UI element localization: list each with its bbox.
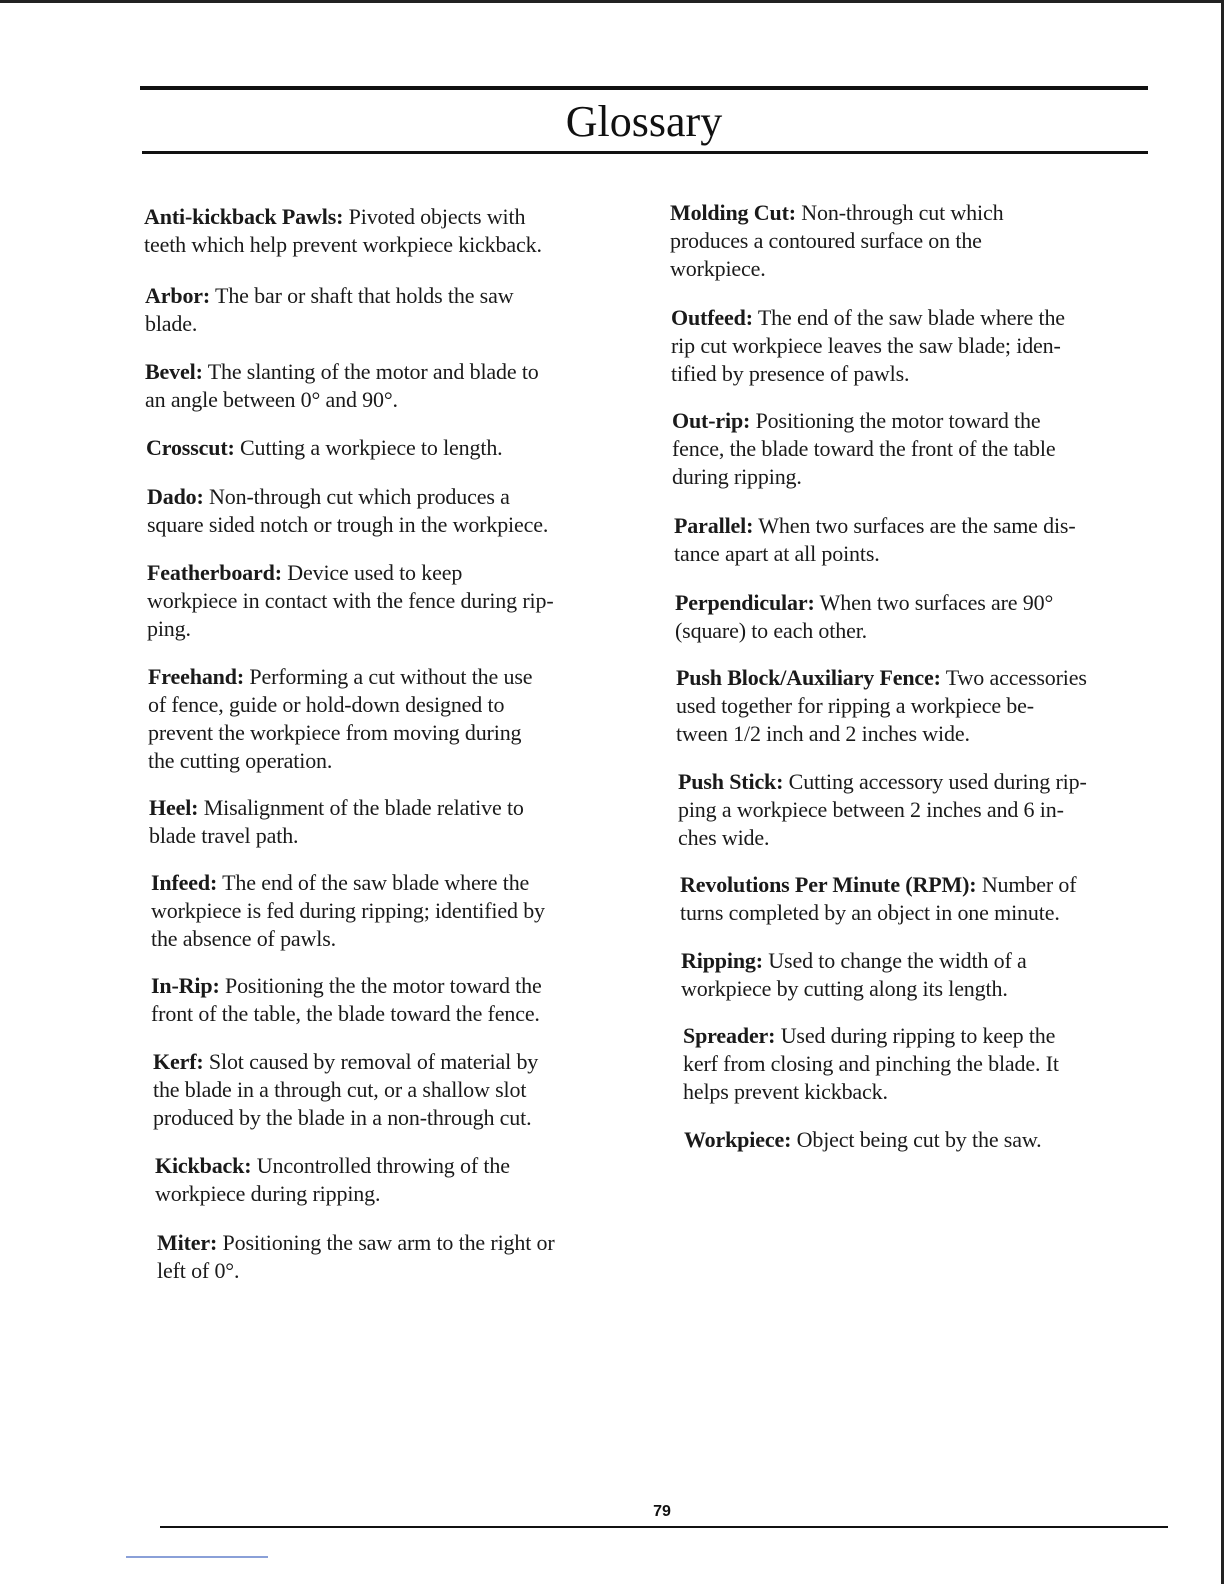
glossary-entry-push-block-auxiliary-fence: [676, 664, 1176, 748]
title-rule-top: [140, 86, 1148, 90]
glossary-entry-out-rip: [672, 407, 1172, 491]
glossary-definition: Positioning the saw arm to the right or left of 0°.: [157, 1230, 555, 1283]
glossary-term: Featherboard:: [147, 560, 282, 585]
glossary-definition: Uncontrolled throwing of the workpiece during ripping.: [155, 1153, 510, 1206]
glossary-definition: Performing a cut without the use of fence, guide or hold-down designed to prevent the workpiece from moving during the cutting operation.: [148, 664, 533, 773]
glossary-term: Push Stick:: [678, 769, 784, 794]
glossary-entry-kerf: [153, 1048, 653, 1132]
glossary-entry-freehand: [148, 663, 648, 775]
glossary-term: Parallel:: [674, 513, 754, 538]
glossary-entry-parallel: [674, 512, 1174, 568]
glossary-term: Spreader:: [683, 1023, 776, 1048]
glossary-entry-miter: [157, 1229, 657, 1285]
glossary-term: Out-rip:: [672, 408, 751, 433]
glossary-definition: Pivoted objects with teeth which help prevent workpiece kickback.: [144, 204, 542, 257]
page-number: 79: [653, 1503, 671, 1520]
glossary-entry-heel: [149, 794, 649, 850]
glossary-definition: When two surfaces are 90° (square) to each other.: [675, 590, 1054, 643]
glossary-term: Push Block/Auxiliary Fence:: [676, 665, 941, 690]
glossary-term: Molding Cut:: [670, 200, 796, 225]
glossary-definition: When two surfaces are the same dis- tance apart at all points.: [674, 513, 1076, 566]
glossary-entry-dado: [147, 483, 647, 539]
glossary-entry-spreader: [683, 1022, 1183, 1106]
glossary-entry-rpm: [680, 871, 1180, 927]
glossary-entry-push-stick: [678, 768, 1178, 852]
glossary-term: Ripping:: [681, 948, 763, 973]
glossary-definition: Positioning the motor toward the fence, the blade toward the front of the table during ripping.: [672, 408, 1056, 489]
glossary-term: In-Rip:: [151, 973, 220, 998]
glossary-definition: Two accessories used together for ripping a workpiece be- tween 1/2 inch and 2 inches wide.: [676, 665, 1087, 746]
glossary-definition: Positioning the the motor toward the front of the table, the blade toward the fence.: [151, 973, 542, 1026]
glossary-definition: Slot caused by removal of material by the blade in a through cut, or a shallow slot produced by the blade in a non-through cut.: [153, 1049, 539, 1130]
glossary-definition: Device used to keep workpiece in contact with the fence during rip- ping.: [147, 560, 554, 641]
glossary-term: Kickback:: [155, 1153, 252, 1178]
glossary-definition: The slanting of the motor and blade to an angle between 0° and 90°.: [145, 359, 539, 412]
glossary-term: Workpiece:: [684, 1127, 792, 1152]
page-title: Glossary: [565, 97, 723, 146]
glossary-entry-kickback: [155, 1152, 655, 1208]
glossary-definition: Cutting a workpiece to length.: [234, 435, 503, 460]
glossary-term: Freehand:: [148, 664, 245, 689]
glossary-entry-bevel: [145, 358, 645, 414]
glossary-definition: Used to change the width of a workpiece by cutting along its length.: [681, 948, 1027, 1001]
glossary-entry-outfeed: [671, 304, 1171, 388]
glossary-entry-molding-cut: [670, 199, 1170, 283]
glossary-definition: Non-through cut which produces a contoured surface on the workpiece.: [670, 200, 1004, 281]
glossary-entry-ripping: [681, 947, 1181, 1003]
glossary-definition: The end of the saw blade where the workpiece is fed during ripping; identified by the absence of pawls.: [151, 870, 545, 951]
glossary-term: Outfeed:: [671, 305, 753, 330]
glossary-entry-anti-kickback-pawls: [144, 203, 644, 259]
glossary-definition: Misalignment of the blade relative to blade travel path.: [149, 795, 524, 848]
glossary-entry-crosscut: [146, 434, 646, 462]
glossary-entry-workpiece: [684, 1126, 1184, 1154]
glossary-definition: The end of the saw blade where the rip cut workpiece leaves the saw blade; iden- tified by presence of pawls.: [671, 305, 1065, 386]
glossary-entry-featherboard: [147, 559, 647, 643]
glossary-term: Arbor:: [145, 283, 211, 308]
glossary-definition: Number of turns completed by an object in one minute.: [680, 872, 1077, 925]
glossary-term: Miter:: [157, 1230, 218, 1255]
scan-artifact-line: [126, 1556, 268, 1558]
glossary-definition: Cutting accessory used during rip- ping a workpiece between 2 inches and 6 in- ches wide.: [678, 769, 1087, 850]
glossary-definition: The bar or shaft that holds the saw blade.: [145, 283, 514, 336]
title-rule-bottom: [142, 151, 1148, 154]
glossary-term: Bevel:: [145, 359, 203, 384]
glossary-term: Crosscut:: [146, 435, 235, 460]
glossary-entry-perpendicular: [675, 589, 1175, 645]
footer-rule: [160, 1526, 1168, 1528]
glossary-definition: Non-through cut which produces a square sided notch or trough in the workpiece.: [147, 484, 549, 537]
glossary-definition: Used during ripping to keep the kerf from closing and pinching the blade. It helps prevent kickback.: [683, 1023, 1059, 1104]
glossary-term: Kerf:: [153, 1049, 204, 1074]
glossary-term: Infeed:: [151, 870, 218, 895]
glossary-entry-arbor: [145, 282, 645, 338]
glossary-entry-infeed: [151, 869, 651, 953]
glossary-entry-in-rip: [151, 972, 651, 1028]
glossary-term: Anti-kickback Pawls:: [144, 204, 344, 229]
scan-border-top: [0, 0, 1224, 3]
glossary-definition: Object being cut by the saw.: [791, 1127, 1042, 1152]
glossary-term: Perpendicular:: [675, 590, 815, 615]
glossary-term: Revolutions Per Minute (RPM):: [680, 872, 977, 897]
glossary-term: Heel:: [149, 795, 199, 820]
glossary-term: Dado:: [147, 484, 204, 509]
